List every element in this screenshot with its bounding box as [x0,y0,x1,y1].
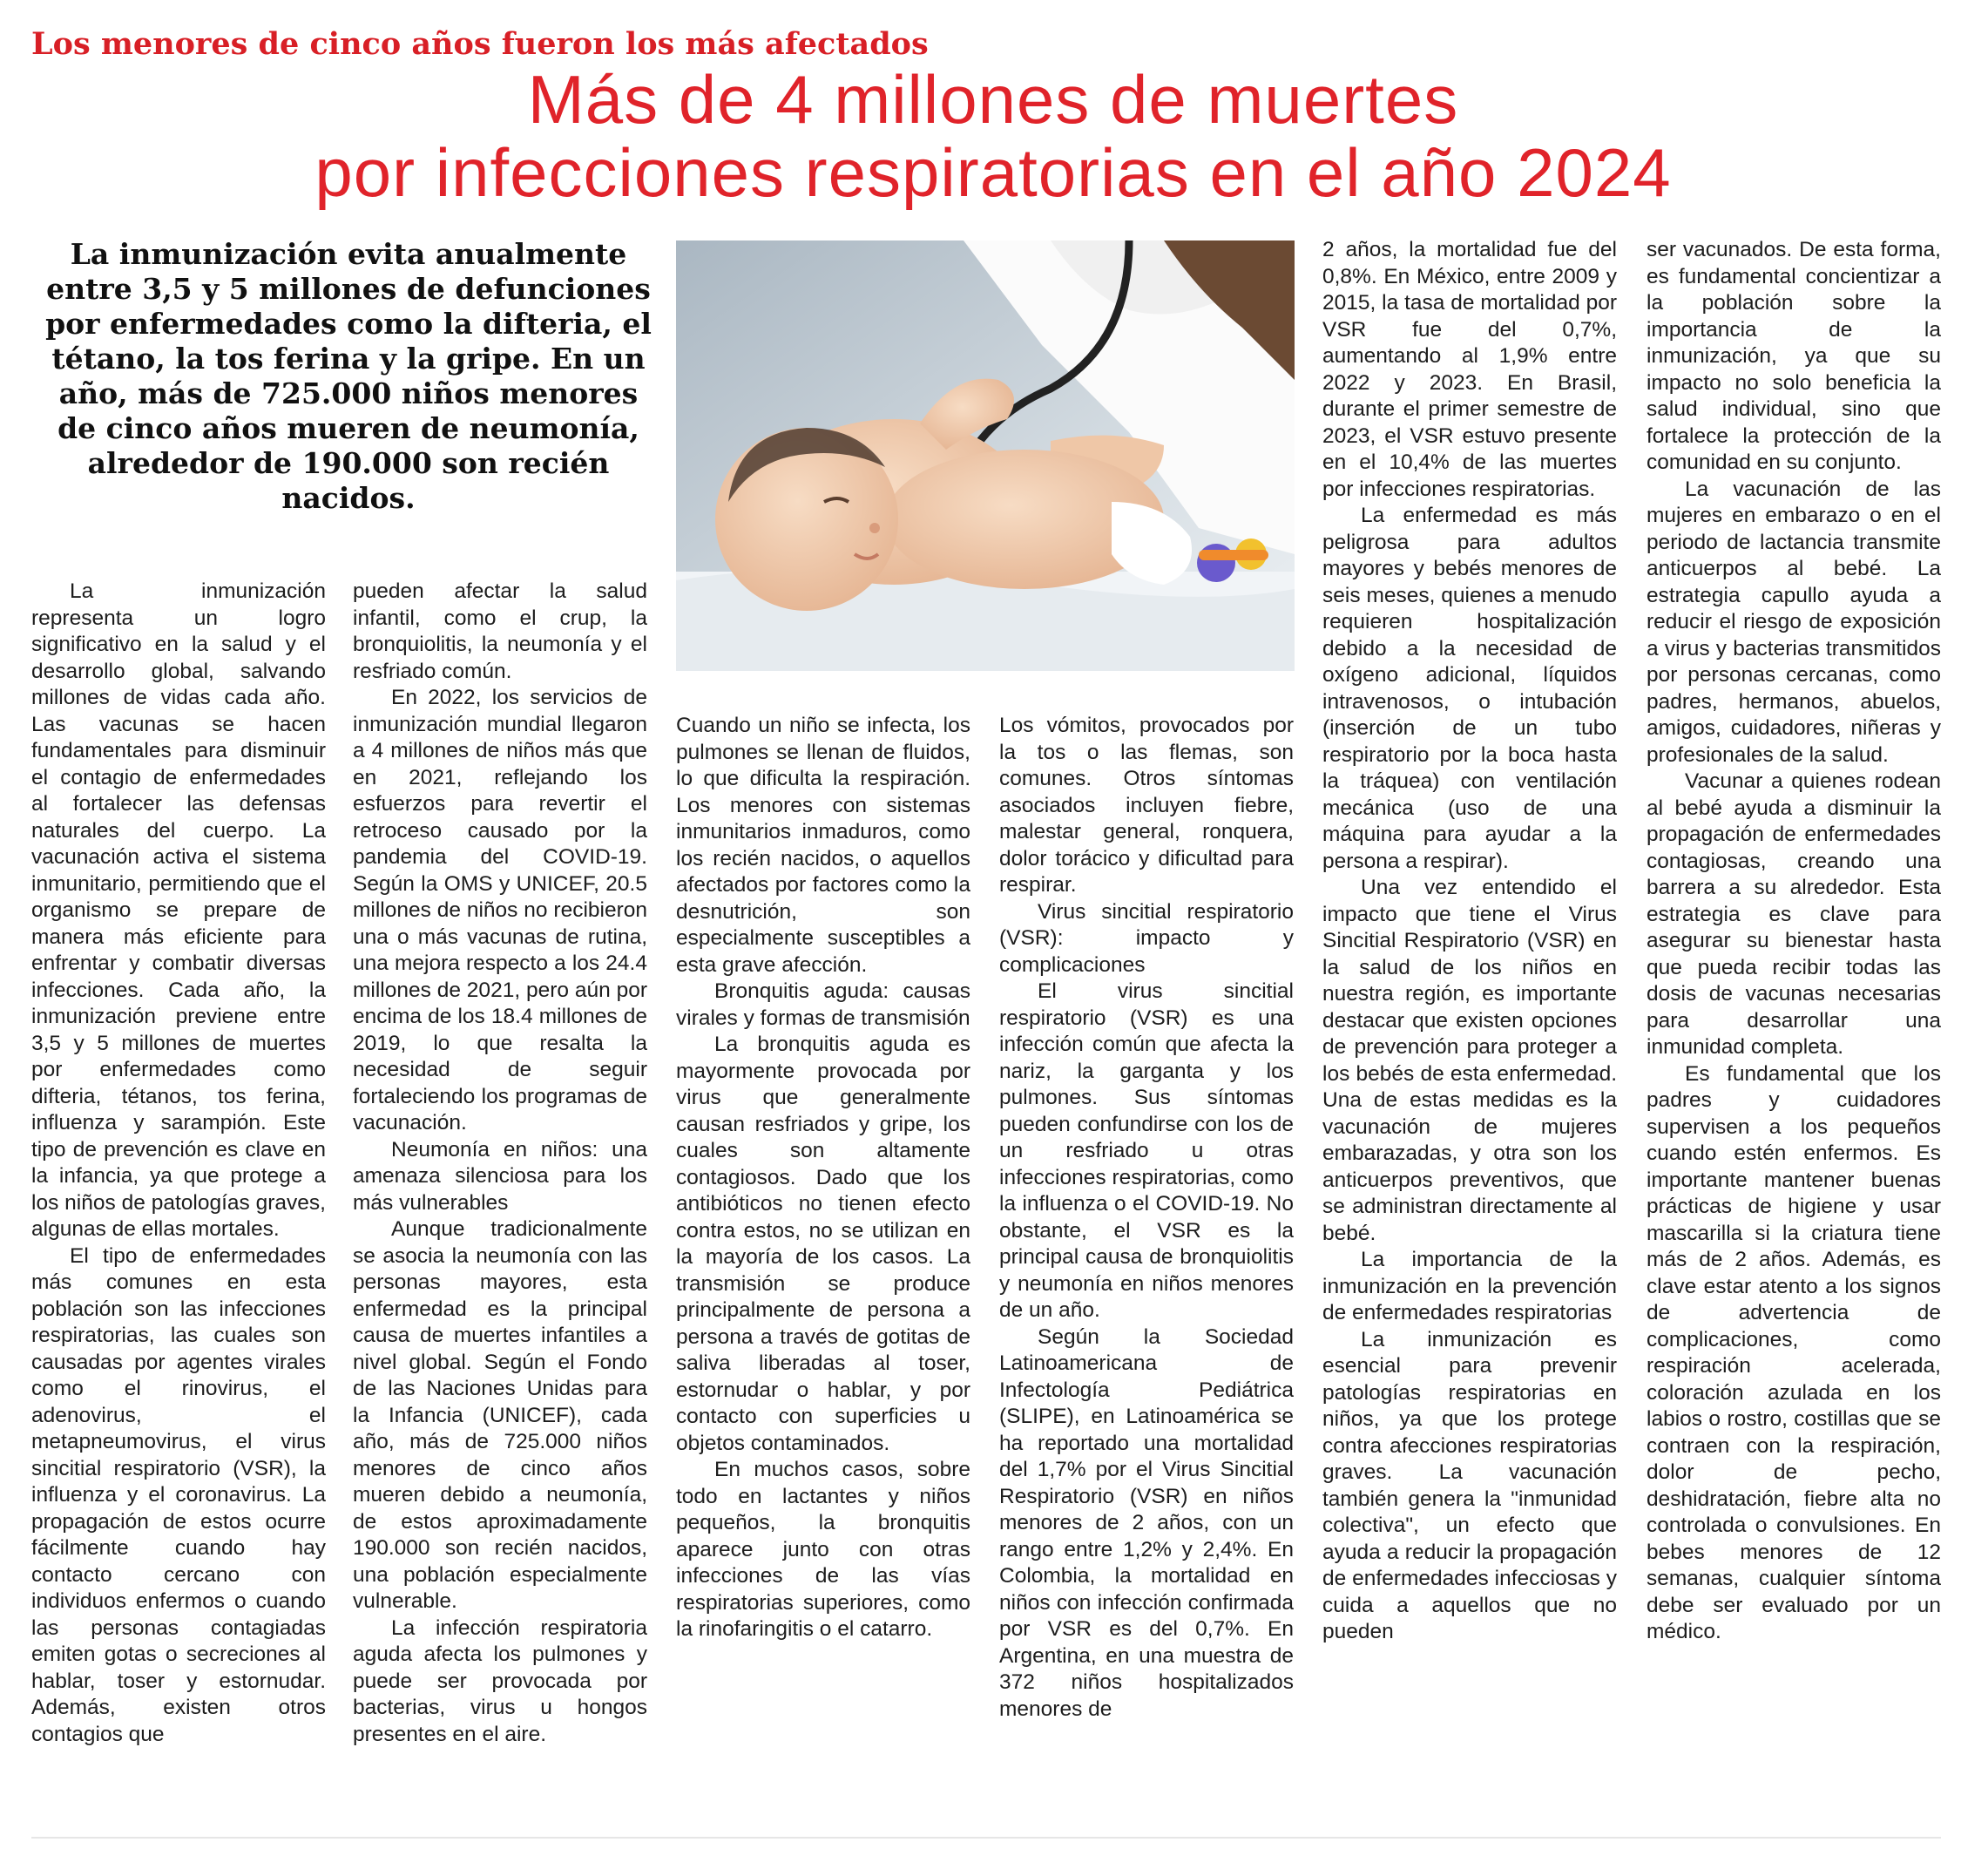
subheading: Bronquitis aguda: causas virales y formas de transmisión [676,979,970,1030]
kicker: Los menores de cinco años fueron los más afectados [31,26,929,62]
paragraph: El tipo de enfermedades más comunes en esta población son las infecciones respiratorias, las cuales son causadas por agentes virales como el rinovirus, el adenovirus, el metapneumovirus, el virus sincitial respiratorio (VSR), la influenza y el coronavirus. La propagación de estos ocurre fácilmente cuando hay contacto cercano con individuos enfermos o cuando las personas contagiadas emiten gotas o secreciones al hablar, toser y estornudar. Además, existen otros contagios que [31,1243,326,1746]
subheading: Virus sincitial respiratorio (VSR): impacto y complicaciones [999,899,1294,977]
paragraph: Vacunar a quienes rodean al bebé ayuda a disminuir la propagación de enfermedades contagiosas, creando una barrera a su alrededor. Esta estrategia es clave para asegurar su bienestar hasta que pueda recibir todas las dosis de vacunas necesarias para desarrollar una inmunidad completa. [1647,769,1941,1059]
paragraph: Según la Sociedad Latinoamericana de Infectología Pediátrica (SLIPE), en Latinoamérica se ha reportado una mortalidad del 1,7% por el Virus Sincitial Respiratorio (VSR) en niños menores de 2 años, con un rango entre 1,2% y 2,4%. En Colombia, la mortalidad en niños con infección confirmada por VSR es del 0,7%. En Argentina, en una muestra de 372 niños hospitalizados menores de [999,1324,1294,1721]
footer-rule [31,1837,1941,1839]
subheading: Neumonía en niños: una amenaza silenciosa para los más vulnerables [353,1137,647,1215]
paragraph: Cuando un niño se infecta, los pulmones se llenan de fluidos, lo que dificulta la respiración. Los menores con sistemas inmunitarios inmaduros, como los recién nacidos, o aquellos afectados por factores como la desnutrición, son especialmente susceptibles a esta grave afección. [676,714,970,977]
paragraph: El virus sincitial respiratorio (VSR) es una infección común que afecta la nariz, la garganta y los pulmones. Sus síntomas pueden confundirse con los de un resfriado u otras infecciones respiratorias, como la influenza o el COVID-19. No obstante, el VSR es la principal causa de bronquiolitis y neumonía en niños menores de un año. [999,979,1294,1322]
paragraph: Aunque tradicionalmente se asocia la neumonía con las personas mayores, esta enfermedad es la principal causa de muertes infantiles a nivel global. Según el Fondo de las Naciones Unidas para la Infancia (UNICEF), cada año, más de 725.000 niños menores de cinco años mueren debido a neumonía, de estos aproximadamente 190.000 son recién nacidos, una población especialmente vulnerable. [353,1217,647,1613]
article-column-4 [999,713,1294,1741]
article-photo [676,240,1295,671]
paragraph: Los vómitos, provocados por la tos o las flemas, son comunes. Otros síntomas asociados incluyen fiebre, malestar general, ronquera, dolor torácico y dificultad para respirar. [999,714,1294,897]
paragraph: La infección respiratoria aguda afecta los pulmones y puede ser provocada por bacterias, virus u hongos presentes en el aire. [353,1615,647,1746]
headline-line-2: por infecciones respiratorias en el año 2024 [314,134,1672,211]
paragraph: Es fundamental que los padres y cuidadores supervisen a los pequeños cuando estén enfermos. Es importante mantener buenas prácticas de higiene y usar mascarilla si la criatura tiene más de 2 años. Además, es clave estar atento a los signos de advertencia de complicaciones, como respiración acelerada, coloración azulada en los labios o rostro, costillas que se contraen con la respiración, dolor de pecho, deshidratación, fiebre alta no controlada o convulsiones. En bebes menores de 12 semanas, cualquier síntoma debe ser evaluado por un médico. [1647,1061,1941,1643]
paragraph: La bronquitis aguda es mayormente provocada por virus que generalmente causan resfriados y gripe, los cuales son altamente contagiosos. Dado que los antibióticos no tienen efecto contra estos, no se utilizan en la mayoría de los casos. La transmisión se produce principalmente de persona a persona a través de gotitas de saliva liberadas al toser, estornudar o hablar, y por contacto con superficies u objetos contaminados. [676,1033,970,1455]
paragraph: En 2022, los servicios de inmunización mundial llegaron a 4 millones de niños más que en 2021, reflejando los esfuerzos para revertir el retroceso causado por la pandemia del COVID-19. Según la OMS y UNICEF, 20.5 millones de niños no recibieron una o más vacunas de rutina, una mejora respecto a los 24.4 millones de 2021, pero aún por encima de los 18.4 millones de 2019, lo que resalta la necesidad de seguir fortaleciendo los programas de vacunación. [353,686,647,1134]
subheading: La importancia de la inmunización en la prevención de enfermedades respiratorias [1322,1248,1617,1324]
paragraph: La vacunación de las mujeres en embarazo o en el periodo de lactancia transmite anticuerpos al bebé. La estrategia capullo ayuda a reducir el riesgo de exposición a virus y bacterias transmitidos por personas cercanas, como padres, hermanos, abuelos, amigos, cuidadores, niñeras y profesionales de la salud. [1647,477,1941,767]
baby-stethoscope-illustration [676,240,1295,671]
paragraph: 2 años, la mortalidad fue del 0,8%. En México, entre 2009 y 2015, la tasa de mortalidad por VSR fue del 0,7%, aumentando al 1,9% entre 2022 y 2023. En Brasil, durante el primer semestre de 2023, el VSR estuvo presente en el 10,4% de las muertes por infecciones respiratorias. [1322,238,1617,501]
headline-line-1: Más de 4 millones de muertes [527,61,1459,138]
paragraph: ser vacunados. De esta forma, es fundamental concientizar a la población sobre la importancia de la inmunización, ya que su impacto no solo beneficia la salud individual, sino que fortalece la protección de la comunidad en su conjunto. [1647,238,1941,474]
paragraph: La inmunización representa un logro significativo en la salud y el desarrollo global, salvando millones de vidas cada año. Las vacunas se hacen fundamentales para disminuir el contagio de enfermedades al fortalecer las defensas naturales del cuerpo. La vacunación activa el sistema inmunitario, permitiendo que el organismo se prepare de manera más eficiente para enfrentar y combatir diversas infecciones. Cada año, la inmunización previene entre 3,5 y 5 millones de muertes por enfermedades como difteria, tétanos, tos ferina, influenza y sarampión. Este tipo de prevención es clave en la infancia, ya que protege a los niños de patologías graves, algunas de ellas mortales. [31,579,326,1241]
paragraph: Una vez entendido el impacto que tiene el Virus Sincitial Respiratorio (VSR) en la salud de los niños en nuestra región, es importante destacar que existen opciones de prevención para proteger a los bebés de esta enfermedad. Una de estas medidas es la vacunación de mujeres embarazadas, y otra son los anticuerpos preventivos, que se administran directamente al bebé. [1322,876,1617,1245]
article-column-5 [1322,237,1617,1744]
article-column-3 [676,713,970,1741]
paragraph: pueden afectar la salud infantil, como el crup, la bronquiolitis, la neumonía y el resfriado común. [353,579,647,683]
paragraph: La inmunización es esencial para prevenir patologías respiratorias en niños, ya que los protege contra afecciones respiratorias graves. La vacunación también genera la "inmunidad colectiva", un efecto que ayuda a reducir la propagación de enfermedades infecciosas y cuida a aquellos que no pueden [1322,1327,1617,1643]
headline [35,63,1951,209]
article-column-2 [353,579,647,1816]
paragraph: En muchos casos, sobre todo en lactantes y niños pequeños, la bronquitis aparece junto con otras infecciones de las vías respiratorias superiores, como la rinofaringitis o el catarro. [676,1458,970,1641]
paragraph: La enfermedad es más peligrosa para adultos mayores y bebés menores de seis meses, quienes a menudo requieren hospitalización debido a la necesidad de oxígeno adicional, líquidos intravenosos, o intubación (inserción de un tubo respiratorio por la boca hasta la tráquea) con ventilación mecánica (uso de una máquina para ayudar a la persona a respirar). [1322,504,1617,873]
article-column-6 [1647,237,1941,1744]
article-column-1 [31,579,326,1816]
deck-summary: La inmunización evita anualmente entre 3,5 y 5 millones de defunciones por enfermedades como la difteria, el tétano, la tos ferina y la gripe. En un año, más de 725.000 niños menores de cinco años mueren de neumonía, alrededor de 190.000 son recién nacidos. [45,237,652,515]
